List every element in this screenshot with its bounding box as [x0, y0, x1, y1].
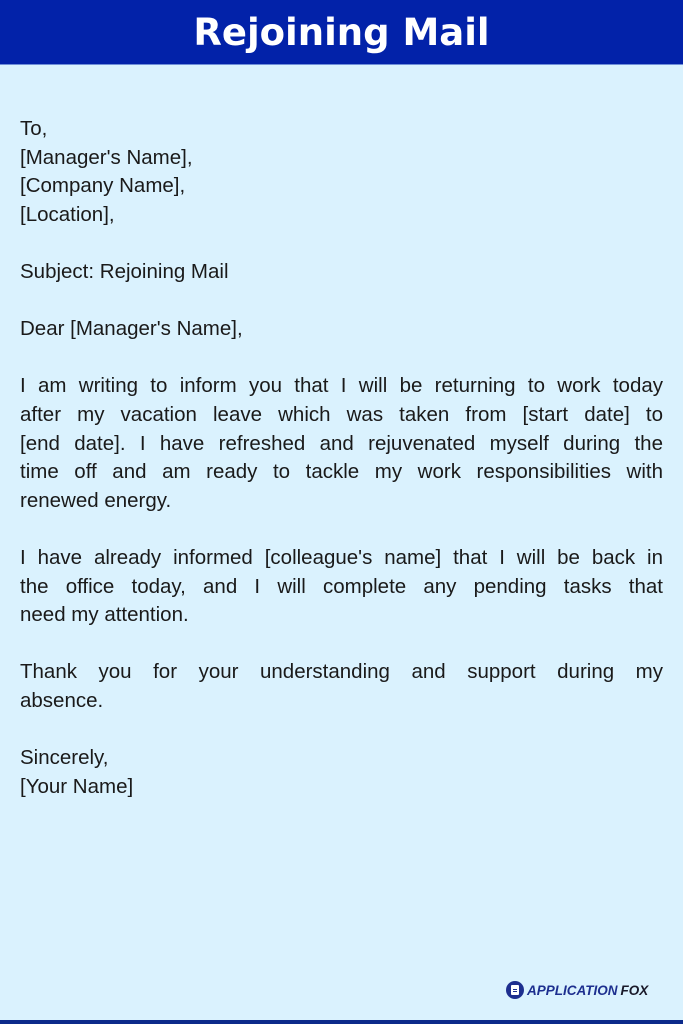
paragraph-line: the office today, and I will complete any pending tasks that — [20, 574, 663, 598]
paragraph-1 — [20, 372, 663, 515]
paragraph-line: I have already informed [colleague's name] that I will be back in — [20, 545, 663, 569]
address-line: [Manager's Name], — [20, 145, 193, 169]
address-line: To, — [20, 117, 48, 140]
paragraph-line: need my attention. — [20, 603, 189, 627]
address-line: [Company Name], — [20, 174, 186, 198]
salutation-text: Dear [Manager's Name], — [20, 317, 243, 341]
closing — [20, 744, 663, 801]
paragraph-line: after my vacation leave which was taken from [start date] to — [20, 402, 663, 426]
address-line: [Location], — [20, 202, 115, 226]
page-title: Rejoining Mail — [193, 10, 490, 54]
salutation — [20, 315, 663, 344]
recipient-address — [20, 115, 663, 229]
paragraph-3 — [20, 658, 663, 715]
paragraph-line: time off and am ready to tackle my work responsibilities with — [20, 460, 663, 484]
bottom-border — [0, 1020, 683, 1024]
paragraph-line: [end date]. I have refreshed and rejuvenated myself during the — [20, 431, 663, 455]
paragraph-line: Thank you for your understanding and support during my — [20, 660, 663, 684]
document-icon — [506, 981, 524, 999]
logo-text-application: APPLICATION — [527, 982, 618, 998]
header-banner — [0, 0, 683, 65]
letter-body — [20, 115, 663, 830]
paragraph-line: absence. — [20, 688, 104, 712]
paragraph-line: I am writing to inform you that I will be returning to work today — [20, 374, 663, 398]
closing-line: Sincerely, — [20, 746, 109, 770]
subject-line — [20, 258, 663, 287]
paragraph-line: renewed energy. — [20, 488, 172, 512]
paragraph-2 — [20, 544, 663, 630]
logo-text-fox: FOX — [620, 982, 649, 998]
applicationfox-logo — [506, 981, 648, 999]
subject-text: Subject: Rejoining Mail — [20, 259, 229, 283]
signature-name: [Your Name] — [20, 774, 134, 798]
